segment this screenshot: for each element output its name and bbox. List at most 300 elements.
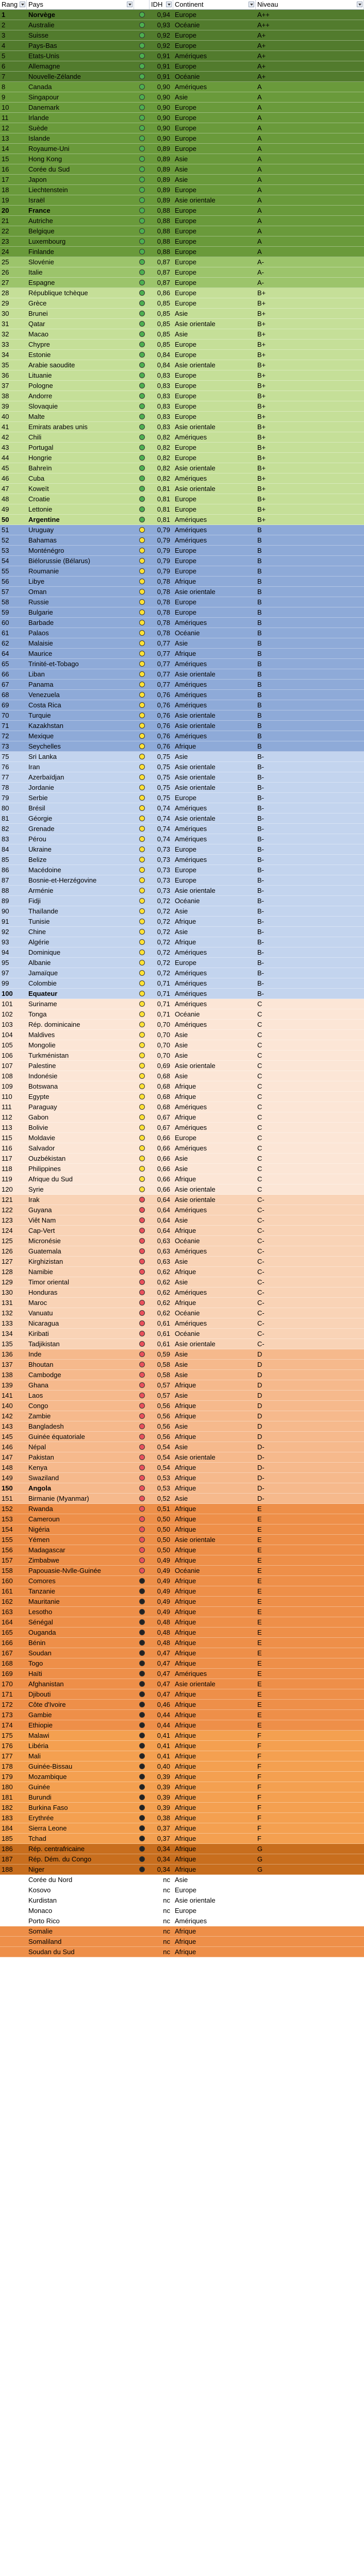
indicator-cell[interactable] (134, 618, 150, 628)
rank-cell[interactable]: 138 (2, 1371, 13, 1379)
rank-cell[interactable]: 105 (2, 1041, 13, 1049)
level-cell[interactable]: A (257, 207, 262, 214)
table-row[interactable] (0, 247, 364, 257)
table-row[interactable] (0, 1102, 364, 1112)
indicator-cell[interactable] (134, 463, 150, 473)
level-cell[interactable]: B+ (257, 382, 266, 389)
rank-cell[interactable]: 10 (2, 104, 9, 111)
table-row[interactable] (0, 1566, 364, 1576)
country-cell[interactable]: Malaisie (28, 639, 53, 647)
table-row[interactable] (0, 412, 364, 422)
level-cell[interactable]: B+ (257, 402, 266, 410)
idh-cell[interactable]: 0,53 (157, 1474, 170, 1482)
idh-cell[interactable]: 0,89 (157, 145, 170, 152)
table-row[interactable] (0, 1607, 364, 1617)
country-cell[interactable]: Liban (28, 670, 45, 678)
idh-cell[interactable]: 0,85 (157, 330, 170, 338)
country-cell[interactable]: Comores (28, 1577, 56, 1585)
rank-cell[interactable]: 134 (2, 1330, 13, 1337)
table-row[interactable] (0, 51, 364, 61)
indicator-cell[interactable] (134, 1133, 150, 1143)
rank-cell[interactable]: 157 (2, 1556, 13, 1564)
table-row[interactable] (0, 1906, 364, 1916)
continent-cell[interactable]: Océanie (175, 1330, 200, 1337)
level-cell[interactable]: D (257, 1371, 262, 1379)
country-cell[interactable]: Costa Rica (28, 701, 61, 709)
table-row[interactable] (0, 1700, 364, 1710)
idh-cell[interactable]: 0,75 (157, 784, 170, 791)
country-cell[interactable]: Colombie (28, 979, 57, 987)
indicator-cell[interactable] (134, 1391, 150, 1400)
idh-cell[interactable]: 0,89 (157, 176, 170, 183)
table-row[interactable] (0, 1040, 364, 1050)
level-cell[interactable]: B+ (257, 320, 266, 328)
table-row[interactable] (0, 1813, 364, 1823)
indicator-cell[interactable] (134, 1669, 150, 1679)
idh-cell[interactable]: 0,72 (157, 969, 170, 977)
country-cell[interactable]: Turkménistan (28, 1052, 69, 1059)
table-row[interactable] (0, 82, 364, 92)
table-row[interactable] (0, 1597, 364, 1607)
table-row[interactable] (0, 947, 364, 958)
table-row[interactable] (0, 937, 364, 947)
table-row[interactable] (0, 1401, 364, 1411)
table-row[interactable] (0, 731, 364, 741)
level-cell[interactable]: F (257, 1804, 261, 1811)
idh-cell[interactable]: 0,41 (157, 1732, 170, 1739)
indicator-cell[interactable] (134, 309, 150, 318)
table-row[interactable] (0, 92, 364, 103)
indicator-cell[interactable] (134, 896, 150, 906)
table-row[interactable] (0, 1071, 364, 1081)
country-cell[interactable]: Biélorussie (Bélarus) (28, 557, 90, 565)
idh-cell[interactable]: 0,72 (157, 897, 170, 905)
idh-cell[interactable]: 0,78 (157, 588, 170, 596)
country-cell[interactable]: Etats-Unis (28, 52, 59, 60)
table-row[interactable] (0, 1411, 364, 1421)
idh-cell[interactable]: 0,72 (157, 938, 170, 946)
country-cell[interactable]: Ukraine (28, 845, 52, 853)
rank-cell[interactable]: 42 (2, 433, 9, 441)
idh-cell[interactable]: 0,85 (157, 299, 170, 307)
continent-cell[interactable]: Asie orientale (175, 1340, 216, 1348)
idh-cell[interactable]: 0,76 (157, 711, 170, 719)
continent-cell[interactable]: Afrique (175, 1938, 196, 1945)
country-cell[interactable]: Argentine (28, 516, 60, 523)
indicator-cell[interactable] (134, 1751, 150, 1761)
rank-cell[interactable]: 146 (2, 1443, 13, 1451)
country-cell[interactable]: Malte (28, 413, 45, 420)
indicator-cell[interactable] (134, 1164, 150, 1174)
idh-cell[interactable]: 0,37 (157, 1835, 170, 1842)
rank-cell[interactable]: 29 (2, 299, 9, 307)
indicator-cell[interactable] (134, 1339, 150, 1349)
country-cell[interactable]: Venezuela (28, 691, 60, 699)
filter-dropdown-icon[interactable] (249, 2, 254, 7)
indicator-cell[interactable] (134, 164, 150, 174)
rank-cell[interactable]: 149 (2, 1474, 13, 1482)
country-cell[interactable]: Algérie (28, 938, 49, 946)
table-row[interactable] (0, 1658, 364, 1669)
table-row[interactable] (0, 1277, 364, 1287)
table-row[interactable] (0, 1854, 364, 1865)
level-cell[interactable]: E (257, 1515, 262, 1523)
rank-cell[interactable]: 23 (2, 238, 9, 245)
table-row[interactable] (0, 288, 364, 298)
continent-cell[interactable]: Europe (175, 505, 196, 513)
country-cell[interactable]: Nouvelle-Zélande (28, 73, 81, 80)
country-cell[interactable]: Pakistan (28, 1453, 54, 1461)
rank-cell[interactable]: 158 (2, 1567, 13, 1574)
idh-cell[interactable]: 0,56 (157, 1412, 170, 1420)
idh-cell[interactable]: 0,56 (157, 1422, 170, 1430)
table-row[interactable] (0, 1669, 364, 1679)
continent-cell[interactable]: Europe (175, 959, 196, 967)
table-row[interactable] (0, 989, 364, 999)
country-cell[interactable]: Equateur (28, 990, 58, 997)
continent-cell[interactable]: Europe (175, 289, 196, 297)
table-row[interactable] (0, 298, 364, 309)
level-cell[interactable]: C (257, 1072, 262, 1080)
rank-cell[interactable]: 178 (2, 1762, 13, 1770)
rank-cell[interactable]: 47 (2, 485, 9, 493)
table-row[interactable] (0, 1215, 364, 1226)
table-row[interactable] (0, 1205, 364, 1215)
table-row[interactable] (0, 206, 364, 216)
level-cell[interactable]: A (257, 93, 262, 101)
rank-cell[interactable]: 145 (2, 1433, 13, 1440)
table-row[interactable] (0, 566, 364, 577)
idh-cell[interactable]: 0,34 (157, 1855, 170, 1863)
continent-cell[interactable]: Asie (175, 155, 188, 163)
continent-cell[interactable]: Asie orientale (175, 320, 216, 328)
level-cell[interactable]: G (257, 1845, 263, 1853)
continent-cell[interactable]: Amériques (175, 990, 207, 997)
table-row[interactable] (0, 1947, 364, 1957)
indicator-cell[interactable] (134, 1926, 150, 1936)
indicator-cell[interactable] (134, 288, 150, 298)
level-cell[interactable]: D (257, 1381, 262, 1389)
rank-cell[interactable]: 110 (2, 1093, 12, 1100)
idh-cell[interactable]: 0,75 (157, 763, 170, 771)
indicator-cell[interactable] (134, 1895, 150, 1905)
level-cell[interactable]: B (257, 598, 262, 606)
table-row[interactable] (0, 1782, 364, 1792)
idh-cell[interactable]: 0,79 (157, 557, 170, 565)
idh-cell[interactable]: nc (163, 1927, 170, 1935)
rank-cell[interactable]: 72 (2, 732, 9, 740)
idh-cell[interactable]: 0,72 (157, 948, 170, 956)
country-cell[interactable]: Vanuatu (28, 1309, 53, 1317)
continent-cell[interactable]: Afrique (175, 1866, 196, 1873)
table-row[interactable] (0, 1937, 364, 1947)
idh-cell[interactable]: 0,39 (157, 1793, 170, 1801)
indicator-cell[interactable] (134, 1782, 150, 1792)
table-row[interactable] (0, 123, 364, 133)
indicator-cell[interactable] (134, 1937, 150, 1946)
rank-cell[interactable]: 95 (2, 959, 9, 967)
indicator-cell[interactable] (134, 1772, 150, 1782)
level-cell[interactable]: E (257, 1577, 262, 1585)
country-cell[interactable]: Palaos (28, 629, 49, 637)
country-cell[interactable]: Congo (28, 1402, 48, 1410)
continent-cell[interactable]: Afrique (175, 1721, 196, 1729)
level-cell[interactable]: B+ (257, 310, 266, 317)
indicator-cell[interactable] (134, 1720, 150, 1730)
level-cell[interactable]: C (257, 1021, 262, 1028)
country-cell[interactable]: Hongrie (28, 454, 52, 462)
country-cell[interactable]: Maroc (28, 1299, 47, 1307)
rank-cell[interactable]: 86 (2, 866, 9, 874)
level-cell[interactable]: B+ (257, 361, 266, 369)
idh-cell[interactable]: 0,90 (157, 124, 170, 132)
continent-cell[interactable]: Afrique (175, 1845, 196, 1853)
continent-cell[interactable]: Asie orientale (175, 763, 216, 771)
table-row[interactable] (0, 978, 364, 989)
continent-cell[interactable]: Océanie (175, 629, 200, 637)
table-row[interactable] (0, 896, 364, 906)
continent-cell[interactable]: Afrique (175, 1773, 196, 1781)
country-cell[interactable]: Iran (28, 763, 40, 771)
idh-cell[interactable]: 0,72 (157, 907, 170, 915)
rank-cell[interactable]: 87 (2, 876, 9, 884)
indicator-cell[interactable] (134, 175, 150, 184)
rank-cell[interactable]: 56 (2, 578, 9, 585)
continent-cell[interactable]: Amériques (175, 1670, 207, 1677)
continent-cell[interactable]: Asie (175, 928, 188, 936)
country-cell[interactable]: Soudan du Sud (28, 1948, 75, 1956)
idh-cell[interactable]: 0,71 (157, 1010, 170, 1018)
indicator-cell[interactable] (134, 1803, 150, 1812)
rank-cell[interactable]: 24 (2, 248, 9, 256)
country-cell[interactable]: Autriche (28, 217, 53, 225)
rank-cell[interactable]: 152 (2, 1505, 13, 1513)
level-cell[interactable]: C- (257, 1196, 264, 1204)
continent-cell[interactable]: Europe (175, 371, 196, 379)
table-row[interactable] (0, 267, 364, 278)
indicator-cell[interactable] (134, 721, 150, 731)
idh-cell[interactable]: 0,88 (157, 227, 170, 235)
indicator-cell[interactable] (134, 1349, 150, 1359)
idh-cell[interactable]: 0,87 (157, 279, 170, 286)
level-cell[interactable]: B+ (257, 341, 266, 348)
level-cell[interactable]: B- (257, 928, 264, 936)
rank-cell[interactable]: 2 (2, 21, 6, 29)
idh-cell[interactable]: 0,78 (157, 598, 170, 606)
country-cell[interactable]: Singapour (28, 93, 59, 101)
indicator-cell[interactable] (134, 1329, 150, 1338)
idh-cell[interactable]: 0,81 (157, 495, 170, 503)
continent-cell[interactable]: Europe (175, 42, 196, 49)
country-cell[interactable]: Philippines (28, 1165, 61, 1173)
indicator-cell[interactable] (134, 1823, 150, 1833)
table-row[interactable] (0, 144, 364, 154)
idh-cell[interactable]: 0,44 (157, 1711, 170, 1719)
country-cell[interactable]: Emirats arabes unis (28, 423, 88, 431)
table-row[interactable] (0, 1092, 364, 1102)
continent-cell[interactable]: Asie (175, 330, 188, 338)
rank-cell[interactable]: 173 (2, 1711, 13, 1719)
rank-cell[interactable]: 82 (2, 825, 9, 833)
level-cell[interactable]: C- (257, 1319, 264, 1327)
indicator-cell[interactable] (134, 1731, 150, 1740)
continent-cell[interactable]: Asie (175, 1361, 188, 1368)
continent-cell[interactable]: Afrique (175, 1804, 196, 1811)
idh-cell[interactable]: 0,54 (157, 1453, 170, 1461)
level-cell[interactable]: C- (257, 1206, 264, 1214)
continent-cell[interactable]: Afrique (175, 1732, 196, 1739)
continent-cell[interactable]: Amériques (175, 83, 207, 91)
rank-cell[interactable]: 162 (2, 1598, 13, 1605)
indicator-cell[interactable] (134, 504, 150, 514)
indicator-cell[interactable] (134, 473, 150, 483)
country-cell[interactable]: Suisse (28, 31, 49, 39)
continent-cell[interactable]: Afrique (175, 1814, 196, 1822)
level-cell[interactable]: A (257, 227, 262, 235)
table-row[interactable] (0, 1452, 364, 1463)
country-cell[interactable]: Israël (28, 196, 45, 204)
idh-cell[interactable]: 0,77 (157, 681, 170, 688)
level-cell[interactable]: B+ (257, 423, 266, 431)
country-cell[interactable]: Koweït (28, 485, 49, 493)
country-cell[interactable]: Lettonie (28, 505, 53, 513)
indicator-cell[interactable] (134, 206, 150, 215)
continent-cell[interactable]: Afrique (175, 1474, 196, 1482)
table-row[interactable] (0, 453, 364, 463)
rank-cell[interactable]: 65 (2, 660, 9, 668)
level-cell[interactable]: C (257, 1062, 262, 1070)
level-cell[interactable]: D- (257, 1453, 264, 1461)
level-cell[interactable]: A (257, 124, 262, 132)
continent-cell[interactable]: Amériques (175, 536, 207, 544)
rank-cell[interactable]: 58 (2, 598, 9, 606)
country-cell[interactable]: Bulgarie (28, 608, 53, 616)
level-cell[interactable]: E (257, 1690, 262, 1698)
country-cell[interactable]: Inde (28, 1350, 42, 1358)
indicator-cell[interactable] (134, 1267, 150, 1277)
table-row[interactable] (0, 1926, 364, 1937)
country-cell[interactable]: Bahreïn (28, 464, 52, 472)
idh-cell[interactable]: 0,78 (157, 608, 170, 616)
rank-cell[interactable]: 167 (2, 1649, 13, 1657)
table-row[interactable] (0, 1844, 364, 1854)
idh-cell[interactable]: 0,90 (157, 114, 170, 122)
indicator-cell[interactable] (134, 1287, 150, 1297)
continent-cell[interactable]: Amériques (175, 732, 207, 740)
rank-cell[interactable]: 97 (2, 969, 9, 977)
level-cell[interactable]: B+ (257, 454, 266, 462)
country-cell[interactable]: Ouganda (28, 1629, 56, 1636)
continent-cell[interactable]: Océanie (175, 73, 200, 80)
country-cell[interactable]: Paraguay (28, 1103, 57, 1111)
level-cell[interactable]: B (257, 526, 262, 534)
continent-cell[interactable]: Afrique (175, 1464, 196, 1471)
continent-cell[interactable]: Europe (175, 104, 196, 111)
table-row[interactable] (0, 1823, 364, 1834)
idh-cell[interactable]: nc (163, 1917, 170, 1925)
country-cell[interactable]: Pérou (28, 835, 46, 843)
country-cell[interactable]: Mali (28, 1752, 41, 1760)
indicator-cell[interactable] (134, 1236, 150, 1246)
country-cell[interactable]: Norvège (28, 11, 56, 19)
country-cell[interactable]: Cambodge (28, 1371, 61, 1379)
continent-cell[interactable]: Asie (175, 1350, 188, 1358)
rank-cell[interactable]: 176 (2, 1742, 13, 1750)
indicator-cell[interactable] (134, 1648, 150, 1658)
idh-cell[interactable]: 0,90 (157, 83, 170, 91)
level-cell[interactable] (256, 1906, 364, 1916)
continent-cell[interactable]: Afrique (175, 1299, 196, 1307)
country-cell[interactable]: Tunisie (28, 918, 50, 925)
country-cell[interactable]: Egypte (28, 1093, 49, 1100)
country-cell[interactable]: Haïti (28, 1670, 42, 1677)
rank-cell[interactable]: 43 (2, 444, 9, 451)
level-cell[interactable]: A (257, 186, 262, 194)
rank-cell[interactable]: 130 (2, 1289, 13, 1296)
country-cell[interactable]: Thaïlande (28, 907, 58, 915)
idh-cell[interactable]: 0,83 (157, 423, 170, 431)
rank-cell[interactable]: 39 (2, 402, 9, 410)
indicator-cell[interactable] (134, 1679, 150, 1689)
idh-cell[interactable]: 0,77 (157, 639, 170, 647)
table-row[interactable] (0, 762, 364, 772)
level-cell[interactable]: D (257, 1402, 262, 1410)
rank-cell[interactable]: 90 (2, 907, 9, 915)
indicator-cell[interactable] (134, 1844, 150, 1854)
country-cell[interactable]: Corée du Nord (28, 1876, 73, 1884)
indicator-cell[interactable] (134, 185, 150, 195)
indicator-cell[interactable] (134, 113, 150, 123)
continent-cell[interactable]: Amériques (175, 1917, 207, 1925)
idh-cell[interactable]: 0,85 (157, 341, 170, 348)
table-row[interactable] (0, 1545, 364, 1555)
level-cell[interactable]: B+ (257, 464, 266, 472)
header-rang[interactable] (0, 0, 27, 9)
table-row[interactable] (0, 1494, 364, 1504)
rank-cell[interactable]: 7 (2, 73, 6, 80)
country-cell[interactable]: Lituanie (28, 371, 52, 379)
indicator-cell[interactable] (134, 257, 150, 267)
table-row[interactable] (0, 783, 364, 793)
indicator-cell[interactable] (134, 824, 150, 834)
country-cell[interactable]: Trinité-et-Tobago (28, 660, 79, 668)
rank-cell[interactable]: 175 (2, 1732, 13, 1739)
indicator-cell[interactable] (134, 1112, 150, 1122)
rank-cell[interactable]: 33 (2, 341, 9, 348)
country-cell[interactable]: Italie (28, 268, 43, 276)
table-row[interactable] (0, 1916, 364, 1926)
rank-cell[interactable]: 184 (2, 1824, 13, 1832)
table-row[interactable] (0, 844, 364, 855)
indicator-cell[interactable] (134, 1277, 150, 1287)
rank-cell[interactable]: 116 (2, 1144, 12, 1152)
table-row[interactable] (0, 463, 364, 473)
rank-cell[interactable]: 131 (2, 1299, 13, 1307)
continent-cell[interactable]: Asie orientale (175, 588, 216, 596)
level-cell[interactable]: E (257, 1680, 262, 1688)
table-row[interactable] (0, 1761, 364, 1772)
idh-cell[interactable]: 0,93 (157, 21, 170, 29)
level-cell[interactable] (256, 1875, 364, 1885)
indicator-cell[interactable] (134, 958, 150, 968)
idh-cell[interactable]: 0,92 (157, 42, 170, 49)
country-cell[interactable]: Botswana (28, 1082, 58, 1090)
level-cell[interactable]: E (257, 1505, 262, 1513)
rank-cell[interactable]: 81 (2, 815, 9, 822)
continent-cell[interactable]: Europe (175, 392, 196, 400)
idh-cell[interactable]: 0,90 (157, 93, 170, 101)
rank-cell[interactable]: 50 (2, 516, 9, 523)
